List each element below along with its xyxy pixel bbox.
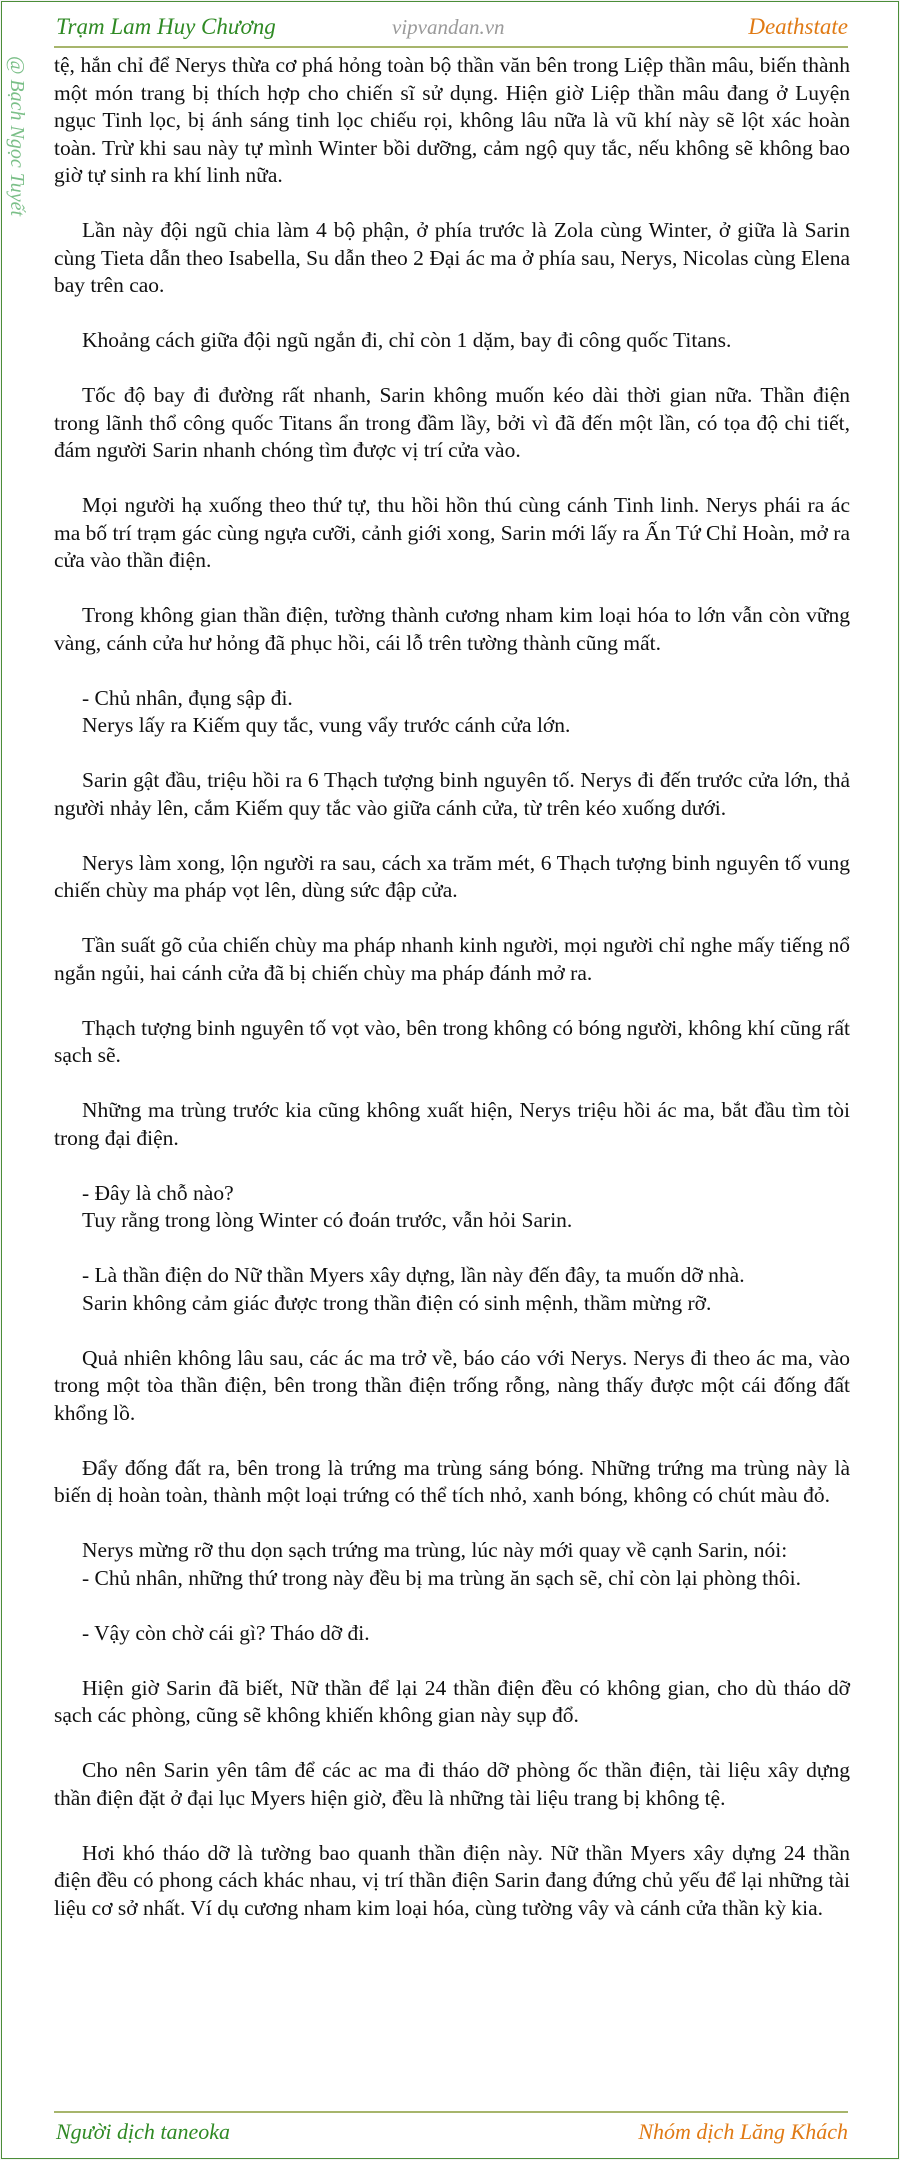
paragraph: Thạch tượng binh nguyên tố vọt vào, bên trong không có bóng người, không khí cũng rất sạch sẽ. [54, 1015, 850, 1067]
page-footer [54, 2115, 848, 2151]
paragraph: Tốc độ bay đi đường rất nhanh, Sarin không muốn kéo dài thời gian nữa. Thần điện trong lãnh thổ công quốc Titans ẩn trong đầm lầy, bởi vì đã đến một lần, có tọa độ chi tiết, đám người Sarin nhanh chóng tìm được vị trí cửa vào. [54, 383, 850, 462]
paragraph: Hơi khó tháo dỡ là tường bao quanh thần điện này. Nữ thần Myers xây dựng 24 thần điện đều có phong cách khác nhau, vị trí thần điện Sarin đang đứng chủ yếu để lại những tài liệu cơ sở nhất. Ví dụ cương nham kim loại hóa, cùng tường vây và cánh cửa thần kỳ kia. [54, 1840, 850, 1920]
paragraph: Sarin gật đầu, triệu hồi ra 6 Thạch tượng binh nguyên tố. Nerys đi đến trước cửa lớn, thả người nhảy lên, cắm Kiếm quy tắc vào giữa cánh cửa, từ trên kéo xuống dưới. [54, 768, 850, 820]
paragraph: Lần này đội ngũ chia làm 4 bộ phận, ở phía trước là Zola cùng Winter, ở giữa là Sarin cùng Tieta dẫn theo Isabella, Su dẫn theo 2 Đại ác ma ở phía sau, Nerys, Nicolas cùng Elena bay trên cao. [54, 218, 850, 297]
header-site-title: Trạm Lam Huy Chương [56, 14, 276, 39]
paragraph: Hiện giờ Sarin đã biết, Nữ thần để lại 24 thần điện đều có không gian, cho dù tháo dỡ sạch các phòng, cũng sẽ không khiến không gian này sụp đổ. [54, 1675, 850, 1727]
page-header [54, 10, 848, 46]
header-site-url[interactable]: vipvandan.vn [392, 15, 505, 39]
paragraph: Những ma trùng trước kia cũng không xuất hiện, Nerys triệu hồi ác ma, bắt đầu tìm tòi trong đại điện. [54, 1098, 850, 1150]
paragraph: Nerys làm xong, lộn người ra sau, cách xa trăm mét, 6 Thạch tượng binh nguyên tố vung chiến chùy ma pháp vọt lên, dùng sức đập cửa. [54, 850, 850, 902]
paragraph: Khoảng cách giữa đội ngũ ngắn đi, chỉ còn 1 dặm, bay đi công quốc Titans. [82, 328, 732, 352]
dialogue-line: - Đây là chỗ nào? [82, 1180, 234, 1205]
dialogue-line: - Vậy còn chờ cái gì? Tháo dỡ đi. [82, 1620, 370, 1645]
paragraph: Nerys mừng rỡ thu dọn sạch trứng ma trùng, lúc này mới quay về cạnh Sarin, nói: [82, 1538, 788, 1562]
paragraph: Trong không gian thần điện, tường thành cương nham kim loại hóa to lớn vẫn còn vững vàng, cánh cửa hư hỏng đã phục hồi, cái lỗ trên tường thành cũng mất. [54, 603, 850, 655]
paragraph: Quả nhiên không lâu sau, các ác ma trở về, báo cáo với Nerys. Nerys đi theo ác ma, vào trong một tòa thần điện, bên trong thần điện trống rỗng, nàng thấy được một cái đống đất khổng lồ. [54, 1345, 850, 1425]
paragraph: Mọi người hạ xuống theo thứ tự, thu hồi hồn thú cùng cánh Tinh linh. Nerys phái ra ác ma bố trí trạm gác cùng ngựa cưỡi, cảnh giới xong, Sarin mới lấy ra Ấn Tứ Chỉ Hoàn, mở ra cửa vào thần điện. [54, 493, 850, 572]
paragraph: Tuy rằng trong lòng Winter có đoán trước, vẫn hỏi Sarin. [82, 1208, 573, 1232]
paragraph: Cho nên Sarin yên tâm để các ac ma đi tháo dỡ phòng ốc thần điện, tài liệu xây dựng thần điện đặt ở đại lục Myers hiện giờ, đều là những tài liệu trang bị không tệ. [54, 1758, 850, 1810]
chapter-body [54, 52, 850, 1950]
paragraph: Sarin không cảm giác được trong thần điện có sinh mệnh, thầm mừng rỡ. [82, 1290, 712, 1315]
dialogue-line: - Chủ nhân, đụng sập đi. [82, 685, 293, 710]
dialogue-line: - Chủ nhân, những thứ trong này đều bị ma trùng ăn sạch sẽ, chỉ còn lại phòng thôi. [82, 1565, 801, 1590]
watermark-text: @ Bạch Ngọc Tuyết [6, 56, 28, 217]
paragraph: Đẩy đống đất ra, bên trong là trứng ma trùng sáng bóng. Những trứng ma trùng này là biến dị hoàn toàn, thành một loại trứng có thể tích nhỏ, xanh bóng, không có chút màu đỏ. [54, 1455, 850, 1507]
paragraph: Tần suất gõ của chiến chùy ma pháp nhanh kinh người, mọi người chỉ nghe mấy tiếng nổ ngắn ngủi, hai cánh cửa đã bị chiến chùy ma pháp đánh mở ra. [54, 933, 850, 985]
header-book-title: Deathstate [748, 14, 848, 39]
header-divider [54, 46, 848, 48]
paragraph: tệ, hắn chỉ để Nerys thừa cơ phá hỏng toàn bộ thần văn bên trong Liệp thần mâu, biến thành một món trang bị thích hợp cho chiến sĩ sử dụng. Hiện giờ Liệp thần mâu đang ở Luyện ngục Tinh lọc, bị ánh sáng tinh lọc chiếu rọi, không lâu nữa là vũ khí này sẽ lột xác hoàn toàn. Trừ khi sau này tự mình Winter bồi dưỡng, cảm ngộ quy tắc, nếu không sẽ không bao giờ tự sinh ra khí linh nữa. [54, 53, 850, 187]
footer-translator: Người dịch taneoka [56, 2119, 231, 2144]
footer-divider [54, 2111, 848, 2113]
paragraph: Nerys lấy ra Kiếm quy tắc, vung vẩy trước cánh cửa lớn. [82, 713, 571, 737]
footer-translation-group: Nhóm dịch Lăng Khách [638, 2119, 848, 2144]
page-frame [1, 1, 899, 2159]
dialogue-line: - Là thần điện do Nữ thần Myers xây dựng, lần này đến đây, ta muốn dỡ nhà. [82, 1263, 745, 1287]
side-watermark [6, 56, 46, 296]
